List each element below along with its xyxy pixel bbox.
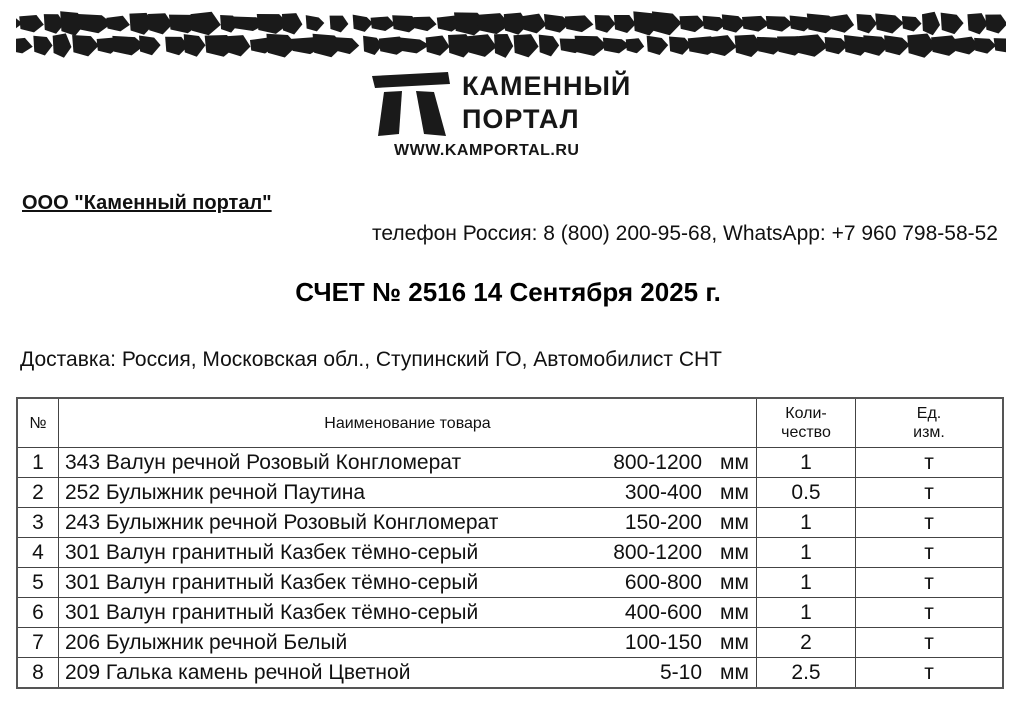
table-row (17, 508, 1003, 538)
company-logo (372, 70, 662, 170)
row-size-unit: мм (718, 628, 757, 658)
stone-shape (539, 35, 559, 57)
header-qty (757, 398, 856, 448)
stone-shape (875, 13, 904, 33)
row-size: 800-1200 (582, 448, 718, 478)
table-row (17, 628, 1003, 658)
invoice-title: СЧЕТ № 2516 14 Сентября 2025 г. (295, 277, 721, 307)
row-num: 4 (17, 538, 59, 568)
header-num: № (17, 398, 59, 448)
header-unit-line2: изм. (913, 424, 945, 441)
row-measure-unit: т (856, 508, 1004, 538)
logo-name-line2: ПОРТАЛ (462, 104, 580, 134)
header-qty-line1: Коли- (785, 405, 827, 422)
row-size: 150-200 (582, 508, 718, 538)
row-size: 600-800 (582, 568, 718, 598)
row-size-unit: мм (718, 478, 757, 508)
row-num: 7 (17, 628, 59, 658)
row-measure-unit: т (856, 448, 1004, 478)
stone-shape (19, 15, 44, 32)
stone-shape (53, 33, 72, 57)
row-product-name: 301 Валун гранитный Казбек тёмно-серый (59, 598, 583, 628)
row-num: 8 (17, 658, 59, 689)
stone-shape (647, 36, 669, 55)
stone-shape (941, 13, 964, 34)
stone-shape (679, 16, 705, 33)
row-size-unit: мм (718, 568, 757, 598)
row-quantity: 1 (757, 508, 856, 538)
row-product-name: 252 Булыжник речной Паутина (59, 478, 583, 508)
stone-shape (742, 16, 769, 32)
stone-shape (148, 13, 173, 34)
contact-phones: телефон Россия: 8 (800) 200-95-68, WhatsApp: +7 960 798-58-52 (372, 222, 998, 245)
table-row (17, 448, 1003, 478)
row-size: 400-600 (582, 598, 718, 628)
stone-shape (707, 35, 737, 56)
row-num: 3 (17, 508, 59, 538)
row-quantity: 0.5 (757, 478, 856, 508)
row-size-unit: мм (718, 448, 757, 478)
row-num: 2 (17, 478, 59, 508)
row-product-name: 243 Булыжник речной Розовый Конгломерат (59, 508, 583, 538)
row-quantity: 1 (757, 598, 856, 628)
stone-shape (371, 16, 396, 31)
row-size: 300-400 (582, 478, 718, 508)
row-quantity: 2.5 (757, 658, 856, 689)
stone-shape (614, 15, 636, 33)
company-name: ООО "Каменный портал" (22, 192, 272, 214)
header-unit-line1: Ед. (916, 405, 942, 422)
website-url[interactable]: WWW.KAMPORTAL.RU (394, 142, 580, 159)
row-product-name: 343 Валун речной Розовый Конгломерат (59, 448, 583, 478)
stone-shape (467, 34, 496, 57)
stone-shape (922, 12, 940, 35)
delivery-address: Доставка: Россия, Московская обл., Ступинский ГО, Автомобилист СНТ (20, 348, 723, 371)
header-name: Наименование товара (59, 398, 757, 448)
row-quantity: 1 (757, 568, 856, 598)
stone-shape (722, 14, 746, 32)
stone-shape (190, 12, 220, 36)
stone-shape (575, 36, 608, 56)
stone-pattern-banner (16, 10, 1006, 60)
stone-shape (353, 15, 373, 32)
row-num: 6 (17, 598, 59, 628)
row-size: 100-150 (582, 628, 718, 658)
row-measure-unit: т (856, 658, 1004, 689)
stone-shape (795, 34, 828, 56)
stone-shape (72, 35, 99, 56)
table-row (17, 658, 1003, 689)
row-measure-unit: т (856, 598, 1004, 628)
row-product-name: 301 Валун гранитный Казбек тёмно-серый (59, 568, 583, 598)
row-size-unit: мм (718, 538, 757, 568)
table-header-row (17, 398, 1003, 448)
stone-shape (974, 38, 996, 54)
stone-shape (830, 14, 854, 32)
row-measure-unit: т (856, 538, 1004, 568)
table-row (17, 598, 1003, 628)
row-product-name: 301 Валун гранитный Казбек тёмно-серый (59, 538, 583, 568)
logo-name-line1: КАМЕННЫЙ (462, 71, 632, 101)
stone-shape (565, 15, 594, 32)
stone-shape (33, 36, 52, 56)
stone-shape (595, 15, 616, 33)
header-unit (856, 398, 1004, 448)
stone-shape (884, 35, 910, 55)
stone-shape (985, 14, 1006, 33)
row-quantity: 1 (757, 448, 856, 478)
stone-shape (766, 16, 793, 32)
row-num: 1 (17, 448, 59, 478)
stone-shape (522, 14, 546, 34)
stone-shape (16, 38, 33, 54)
items-table (16, 397, 1004, 689)
stone-shape (226, 35, 250, 56)
row-size-unit: мм (718, 658, 757, 689)
table-row (17, 568, 1003, 598)
row-product-name: 209 Галька камень речной Цветной (59, 658, 583, 689)
stone-shape (857, 14, 878, 33)
stone-shape (414, 17, 437, 31)
stone-shape (513, 34, 538, 57)
stone-shape (106, 16, 130, 32)
stone-shape (336, 37, 360, 54)
stone-shape (282, 13, 302, 34)
stone-shape (626, 38, 644, 53)
portal-arch-icon (372, 72, 450, 136)
stone-shape (184, 34, 206, 57)
stone-shape (78, 14, 112, 33)
stone-shape (306, 15, 325, 31)
row-size: 5-10 (582, 658, 718, 689)
stone-shape (426, 35, 450, 55)
header-qty-line2: чество (781, 424, 831, 441)
row-quantity: 2 (757, 628, 856, 658)
row-product-name: 206 Булыжник речной Белый (59, 628, 583, 658)
row-quantity: 1 (757, 538, 856, 568)
table-row (17, 538, 1003, 568)
stone-shape (330, 16, 349, 33)
row-size-unit: мм (718, 508, 757, 538)
table-row (17, 478, 1003, 508)
row-measure-unit: т (856, 628, 1004, 658)
stone-shape (902, 16, 922, 31)
row-size-unit: мм (718, 598, 757, 628)
stone-shape (907, 33, 936, 57)
row-num: 5 (17, 568, 59, 598)
stone-shape (967, 13, 987, 34)
stone-shape (994, 38, 1006, 53)
row-measure-unit: т (856, 478, 1004, 508)
row-size: 800-1200 (582, 538, 718, 568)
stone-shape (652, 11, 682, 35)
stone-shape (494, 34, 513, 58)
row-measure-unit: т (856, 568, 1004, 598)
stone-shape (139, 36, 161, 56)
